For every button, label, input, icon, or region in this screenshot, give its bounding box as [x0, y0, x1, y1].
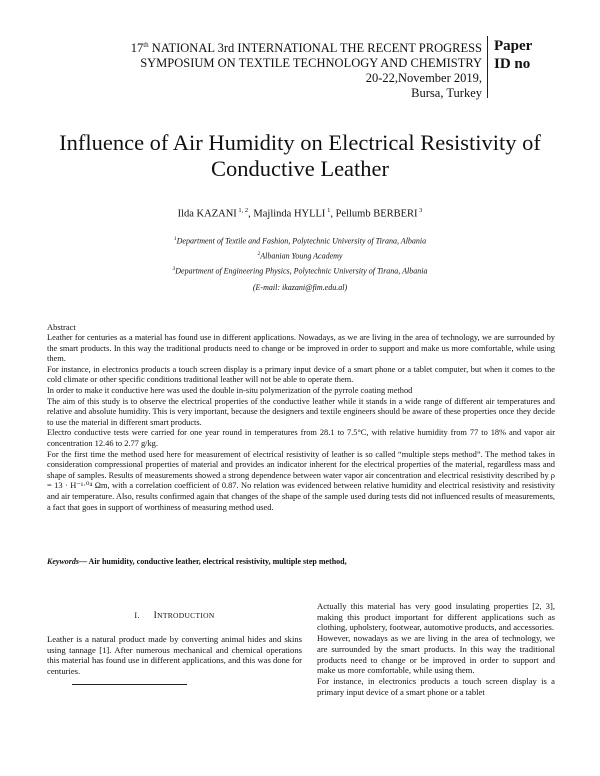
author-2: , Majlinda HYLLI	[248, 208, 326, 220]
author-1: Ilda KAZANI	[177, 208, 237, 220]
keywords-label: Keywords	[47, 557, 79, 566]
keywords	[47, 557, 555, 566]
body-paragraph: Leather is a natural product made by converting animal hides and skins using tannage [1]. After numerous mechanical and chemical operations this material has found use in different applications, and this was done for centuries.	[47, 634, 302, 677]
author-list: Ilda KAZANI $^{1, 2}$, Majlinda HYLLI $^1$, Pellumb BERBERI $^3$	[177, 207, 423, 220]
abstract-paragraph: Leather for centuries as a material has found use in different applications. Nowadays, as we are living in the area of technology, we are surrounded by the smart products. In this way the traditional products need to change or be improved in order to support and make us more comfortable, while using them.	[47, 333, 555, 364]
abstract-paragraph: The aim of this study is to observe the electrical properties of the conductive leather while it stands in a wide range of different air temperatures and relative and absolute humidity. This is very important, because the designers and textile engineers should be aware of these properties once they decide to use the material in different smart products.	[47, 396, 555, 427]
body-paragraph: However, nowadays as we are living in the area of technology, we are surrounded by the smart products. In this way the traditional products need to change or be improved in order to support and make us more comfortable, while using them.	[317, 633, 555, 676]
header-divider	[487, 36, 488, 98]
conference-location: Bursa, Turkey	[411, 86, 482, 101]
footnote-rule	[72, 684, 187, 685]
conference-line-1: 17th NATIONAL 3rd INTERNATIONAL THE RECENT PROGRESS	[130, 41, 482, 56]
body-paragraph: For instance, in electronics products a touch screen display is a primary input device of a smart phone or a tablet	[317, 675, 555, 697]
conference-dates: 20-22,November 2019,	[365, 71, 482, 86]
keywords-list: — Air humidity, conductive leather, electrical resistivity, multiple step method,	[79, 557, 347, 566]
paper-id-box	[494, 38, 532, 73]
left-column	[47, 634, 302, 677]
abstract-body	[47, 333, 555, 513]
abstract-paragraph: Electro conductive tests were carried for one year round in temperatures from 28.1 to 7.5°C, with relative humidity from 77 to 18% and vapor air concentration 12.46 to 2.77 g/kg.	[47, 428, 555, 448]
abstract-paragraph: For the first time the method used here for measurement of electrical resistivity of leather is so called “multiple steps method”. The method takes in consideration compressional properties of material and provides an indicator inherent for the electrical properties of the material, regardless mass and shape of samples. Results of measurements showed a strong dependence between water vapor air concentration and electrical resistivity described by ρ = 13 · H⁻¹·⁰⁴ Ωm, with a correlation coefficient of 0.87. No relation was evidenced between relative humidity and electrical resistivity and resistivity and air temperature. Also, results confirmed again that changes of the shape of the sample used during tests did not influenced results of measurements, a fact that goes in support of worthiness of measuring method used.	[47, 449, 555, 512]
abstract-paragraph: For instance, in electronics products a touch screen display is a primary input device of a smart phone or a tablet computer, but when it comes to the cold climate or other specific conditions traditional leather will not be able to operate them.	[47, 364, 555, 385]
conference-header	[60, 38, 482, 101]
right-column	[317, 601, 555, 697]
abstract-heading: Abstract	[47, 322, 76, 332]
conference-line-2: SYMPOSIUM ON TEXTILE TECHNOLOGY AND CHEMISTRY	[140, 56, 482, 71]
affiliation-2: $^2$Albanian Young Academy	[257, 251, 343, 261]
abstract-paragraph: In order to make it conductive here was used the double in-situ polymerization of the pyrrole coating method	[47, 385, 413, 395]
paper-id-label: ID no	[494, 55, 531, 72]
section-heading-introduction: I. INTRODUCTION	[134, 611, 215, 621]
paper-label: Paper	[494, 38, 533, 54]
affiliation-3: $^3$Department of Engineering Physics, Polytechnic University of Tirana, Albania	[172, 266, 428, 276]
author-3: , Pellumb BERBERI	[330, 208, 418, 220]
body-paragraph: Actually this material has very good insulating properties [2, 3], making this product important for different applications such as clothing, upholstery, footwear, automotive products, and accessories.	[317, 601, 555, 633]
affiliation-1: $^1$Department of Textile and Fashion, Polytechnic University of Tirana, Albania	[173, 236, 427, 246]
contact-email: (E-mail: ikazani@fim.edu.al)	[252, 283, 348, 292]
paper-title: Influence of Air Humidity on Electrical Resistivity of Conductive Leather	[59, 130, 541, 181]
